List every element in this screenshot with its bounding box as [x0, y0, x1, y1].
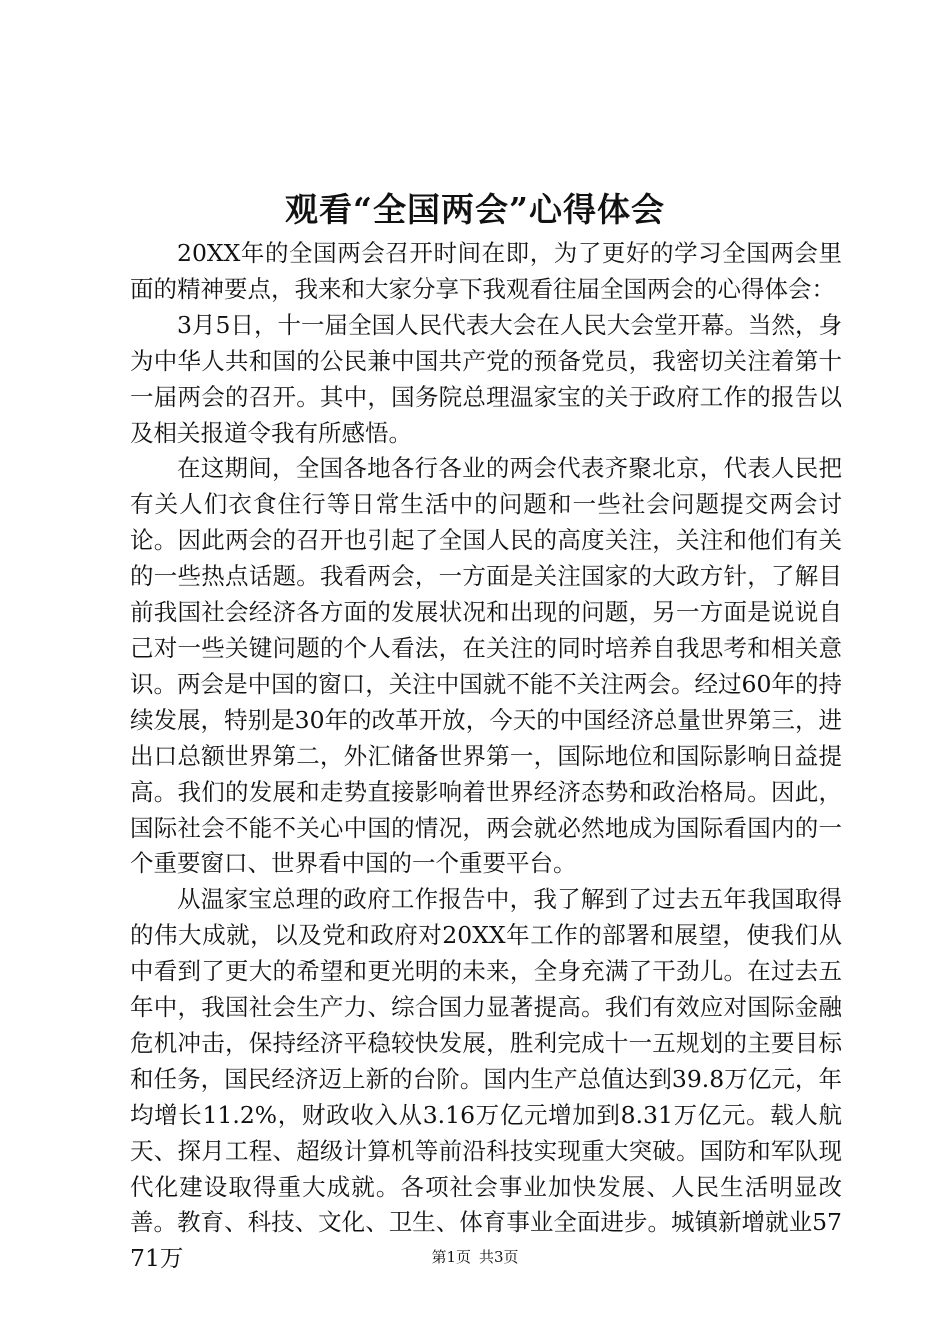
document-title: 观看“全国两会”心得体会 — [285, 190, 665, 229]
page-number: 第1页 — [431, 1248, 471, 1266]
paragraph-report: 从温家宝总理的政府工作报告中，我了解到了过去五年我国取得的伟大成就，以及党和政府对20XX年工作的部署和展望，使我们从中看到了更大的希望和更光明的未来，全身充满了干劲儿。在过去五年中，我国社会生产力、综合国力显著提高。我们有效应对国际金融危机冲击，保持经济平稳较快发展，胜利完成十一五规划的主要目标和任务，国民经济迈上新的台阶。国内生产总值达到39.8万亿元，年均增长11.2%，财政收入从3.16万亿元增加到8.31万亿元。载人航天、探月工程、超级计算机等前沿科技实现重大突破。国防和军队现代化建设取得重大成就。各项社会事业加快发展、人民生活明显改善。教育、科技、文化、卫生、体育事业全面进步。城镇新增就业5771万 — [130, 885, 842, 1273]
document-body — [130, 236, 842, 1277]
page-footer — [0, 1247, 950, 1267]
paragraph-period: 在这期间，全国各地各行各业的两会代表齐聚北京，代表人民把有关人们衣食住行等日常生活中的问题和一些社会问题提交两会讨论。因此两会的召开也引起了全国人民的高度关注，关注和他们有关的一些热点话题。我看两会，一方面是关注国家的大政方针，了解目前我国社会经济各方面的发展状况和出现的问题，另一方面是说说自己对一些关键问题的个人看法，在关注的同时培养自我思考和相关意识。两会是中国的窗口，关注中国就不能不关注两会。经过60年的持续发展，特别是30年的改革开放，今天的中国经济总量世界第三，进出口总额世界第二，外汇储备世界第一，国际地位和国际影响日益提高。我们的发展和走势直接影响着世界经济态势和政治格局。因此，国际社会不能不关心中国的情况，两会就必然地成为国际看国内的一个重要窗口、世界看中国的一个重要平台。 — [130, 454, 842, 878]
paragraph-intro: 20XX年的全国两会召开时间在即，为了更好的学习全国两会里面的精神要点，我来和大家分享下我观看往届全国两会的心得体会： — [130, 239, 842, 303]
page-total: 共3页 — [479, 1248, 519, 1266]
paragraph-opening: 3月5日，十一届全国人民代表大会在人民大会堂开幕。当然，身为中华人共和国的公民兼中国共产党的预备党员，我密切关注着第十一届两会的召开。其中，国务院总理温家宝的关于政府工作的报告以及相关报道令我有所感悟。 — [130, 310, 842, 447]
